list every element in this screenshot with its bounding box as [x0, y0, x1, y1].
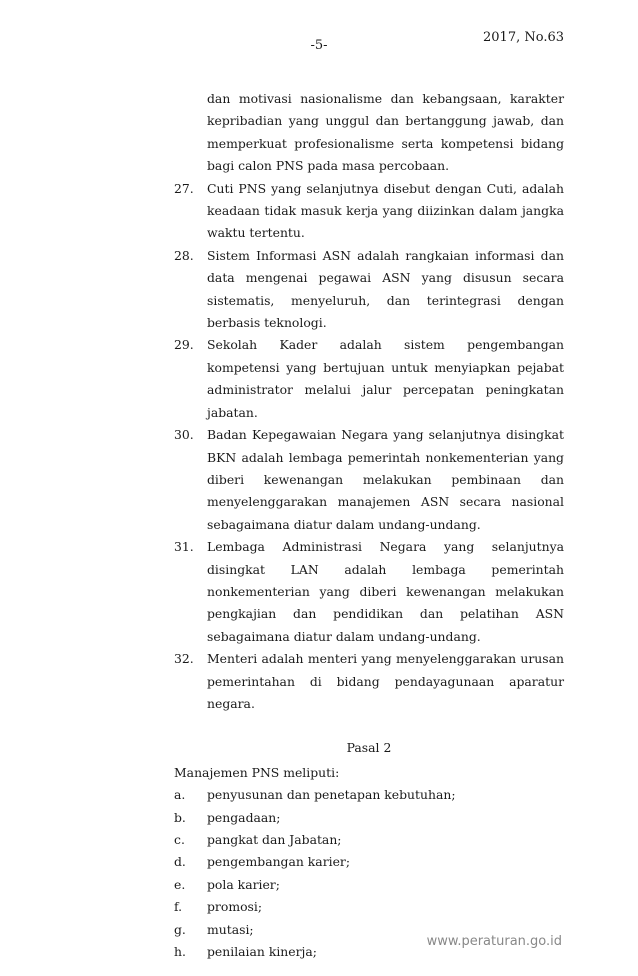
continuation-paragraph: dan motivasi nasionalisme dan kebangsaan, karakter kepribadian yang unggul dan bertanggung jawab, dan memperkuat profesionalisme serta kompetensi bidang bagi calon PNS pada masa percobaan.	[207, 91, 564, 174]
definition-list	[174, 178, 564, 716]
list-item	[174, 896, 564, 918]
item-text: penilaian kinerja;	[207, 944, 317, 960]
item-text: Sistem Informasi ASN adalah rangkaian informasi dan data mengenai pegawai ASN yang disusun secara sistematis, menyeluruh, dan terintegrasi dengan berbasis teknologi.	[207, 247, 564, 331]
item-text: Badan Kepegawaian Negara yang selanjutnya disingkat BKN adalah lembaga pemerintah nonkementerian yang diberi kewenangan melakukan pembinaan dan menyelenggarakan manajemen ASN secara nasional sebagaimana diatur dalam undang-undang.	[207, 427, 564, 532]
item-text: Lembaga Administrasi Negara yang selanjutnya disingkat LAN adalah lembaga pemerintah nonkementerian yang diberi kewenangan melakukan pengkajian dan pendidikan dan pelatihan ASN sebagaimana diatur dalam undang-undang.	[207, 539, 564, 644]
definition-item	[174, 424, 564, 536]
item-number: 29.	[174, 337, 194, 353]
item-letter: h.	[174, 944, 186, 960]
item-text: Menteri adalah menteri yang menyelenggarakan urusan pemerintahan di bidang pendayagunaan aparatur negara.	[207, 651, 564, 711]
item-text: Cuti PNS yang selanjutnya disebut dengan Cuti, adalah keadaan tidak masuk kerja yang diizinkan dalam jangka waktu tertentu.	[207, 180, 564, 241]
item-letter: f.	[174, 899, 183, 915]
article-heading: Pasal 2	[346, 740, 392, 756]
definition-item	[174, 334, 564, 424]
definition-item	[174, 245, 564, 335]
definition-item	[174, 648, 564, 715]
item-number: 30.	[174, 427, 194, 443]
item-number: 32.	[174, 651, 194, 667]
page-number: -5-	[310, 38, 328, 53]
list-item	[174, 851, 564, 873]
document-body	[174, 88, 564, 963]
item-text: pangkat dan Jabatan;	[207, 832, 342, 847]
item-text: Sekolah Kader adalah sistem pengembangan kompetensi yang bertujuan untuk menyiapkan pejabat administrator melalui jalur percepatan peningkatan jabatan.	[207, 337, 564, 420]
item-text: penyusunan dan penetapan kebutuhan;	[207, 787, 456, 803]
item-text: promosi;	[207, 899, 263, 915]
item-letter: c.	[174, 832, 185, 847]
item-number: 28.	[174, 247, 194, 263]
item-text: pengembangan karier;	[207, 854, 351, 870]
item-letter: e.	[174, 876, 186, 892]
definition-item	[174, 536, 564, 648]
list-item	[174, 807, 564, 829]
document-reference: 2017, No.63	[483, 30, 564, 45]
article-intro: Manajemen PNS meliputi:	[174, 764, 340, 780]
list-item	[174, 784, 564, 806]
source-watermark: www.peraturan.go.id	[426, 934, 562, 949]
item-text: pola karier;	[207, 876, 280, 892]
item-letter: b.	[174, 809, 186, 825]
item-text: pengadaan;	[207, 809, 281, 825]
item-number: 31.	[174, 539, 194, 555]
list-item	[174, 829, 564, 851]
definition-item	[174, 178, 564, 245]
item-number: 27.	[174, 180, 194, 196]
item-letter: a.	[174, 787, 186, 803]
item-letter: g.	[174, 921, 186, 937]
item-text: mutasi;	[207, 921, 254, 937]
item-letter: d.	[174, 854, 186, 870]
list-item	[174, 874, 564, 896]
